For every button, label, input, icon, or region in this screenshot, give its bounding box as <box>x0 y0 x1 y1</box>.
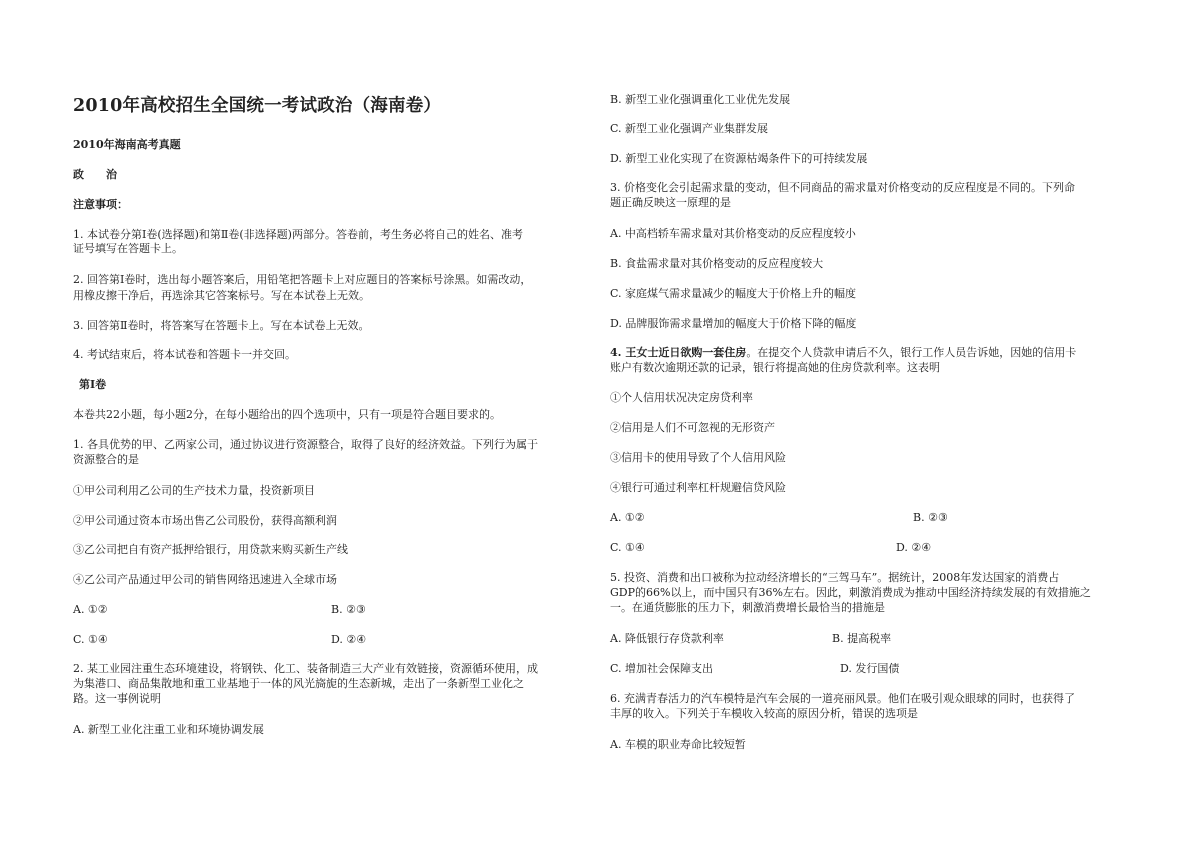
q1-option-d: D. ②④ <box>331 633 367 646</box>
notice-2-line-2: 用橡皮擦干净后，再选涂其它答案标号。写在本试卷上无效。 <box>73 289 370 302</box>
notice-1-line-2: 证号填写在答题卡上。 <box>73 242 183 255</box>
q2-stem-line-1: 2. 某工业园注重生态环境建设，将钢铁、化工、装备制造三大产业有效链接，资源循环使用，成 <box>73 662 538 675</box>
q3-stem-line-1: 3. 价格变化会引起需求量的变动，但不同商品的需求量对价格变动的反应程度是不同的。下列命 <box>610 181 1075 194</box>
page-title: 2010年高校招生全国统一考试政治（海南卷） <box>73 96 442 116</box>
q2-option-a: A. 新型工业化注重工业和环境协调发展 <box>73 723 264 736</box>
notice-4: 4. 考试结束后，将本试卷和答题卡一并交回。 <box>73 348 296 361</box>
q3-option-a: A. 中高档轿车需求量对其价格变动的反应程度较小 <box>610 227 856 240</box>
q1-statement-4: ④乙公司产品通过甲公司的销售网络迅速进入全球市场 <box>73 573 337 586</box>
notice-3: 3. 回答第Ⅱ卷时，将答案写在答题卡上。写在本试卷上无效。 <box>73 319 370 332</box>
q4-option-b: B. ②③ <box>913 511 948 524</box>
q1-statement-3: ③乙公司把自有资产抵押给银行，用贷款来购买新生产线 <box>73 543 348 556</box>
q3-stem-line-2: 题正确反映这一原理的是 <box>610 196 731 209</box>
q5-stem-line-2: GDP的66%以上，而中国只有36%左右。因此，刺激消费成为推动中国经济持续发展的有效措施之 <box>610 586 1091 599</box>
q6-stem-line-1: 6. 充满青春活力的汽车模特是汽车会展的一道亮丽风景。他们在吸引观众眼球的同时，也获得了 <box>610 692 1075 705</box>
subject-heading: 政 治 <box>73 168 117 181</box>
q3-option-d: D. 品牌服饰需求量增加的幅度大于价格下降的幅度 <box>610 317 857 330</box>
q6-option-a: A. 车模的职业寿命比较短暂 <box>610 738 746 751</box>
q5-option-d: D. 发行国债 <box>840 662 900 675</box>
q4-statement-2: ②信用是人们不可忽视的无形资产 <box>610 421 775 434</box>
q2-option-c: C. 新型工业化强调产业集群发展 <box>610 122 769 135</box>
q2-stem-line-3: 路。这一事例说明 <box>73 692 161 705</box>
notice-1-line-1: 1. 本试卷分第Ⅰ卷(选择题)和第Ⅱ卷(非选择题)两部分。答卷前，考生务必将自己的姓名、准考 <box>73 228 523 241</box>
part-1-heading: 第Ⅰ卷 <box>79 378 107 391</box>
q5-stem-line-3: 一。在通货膨胀的压力下，刺激消费增长最恰当的措施是 <box>610 601 885 614</box>
section-intro: 本卷共22小题，每小题2分，在每小题给出的四个选项中，只有一项是符合题目要求的。 <box>73 408 501 421</box>
q6-stem-line-2: 丰厚的收入。下列关于车模收入较高的原因分析，错误的选项是 <box>610 707 918 720</box>
q1-statement-1: ①甲公司利用乙公司的生产技术力量，投资新项目 <box>73 484 315 497</box>
q4-statement-4: ④银行可通过利率杠杆规避信贷风险 <box>610 481 786 494</box>
q5-stem-line-1: 5. 投资、消费和出口被称为拉动经济增长的“三驾马车”。据统计，2008年发达国家的消费占 <box>610 571 1060 584</box>
q5-option-b: B. 提高税率 <box>832 632 892 645</box>
q4-stem-emphasis: 4. 王女士近日欲购一套住房 <box>610 346 747 359</box>
notice-2-line-1: 2. 回答第Ⅰ卷时，选出每小题答案后，用铅笔把答题卡上对应题目的答案标号涂黑。如需改动， <box>73 273 532 286</box>
q4-option-c: C. ①④ <box>610 541 645 554</box>
q5-option-a: A. 降低银行存贷款利率 <box>610 632 724 645</box>
q2-option-b: B. 新型工业化强调重化工业优先发展 <box>610 93 791 106</box>
q5-option-c: C. 增加社会保障支出 <box>610 662 714 675</box>
q1-option-a: A. ①② <box>73 603 108 616</box>
q2-option-d: D. 新型工业化实现了在资源枯竭条件下的可持续发展 <box>610 152 868 165</box>
q4-stem-rest: 。在提交个人贷款申请后不久，银行工作人员告诉她，因她的信用卡 <box>746 346 1077 359</box>
q4-statement-3: ③信用卡的使用导致了个人信用风险 <box>610 451 786 464</box>
q4-stem-line-1 <box>610 346 1076 360</box>
q1-stem-line-2: 资源整合的是 <box>73 453 139 466</box>
q1-statement-2: ②甲公司通过资本市场出售乙公司股份，获得高额利润 <box>73 514 337 527</box>
q1-stem-line-1: 1. 各具优势的甲、乙两家公司，通过协议进行资源整合，取得了良好的经济效益。下列行为属于 <box>73 438 538 451</box>
notice-heading: 注意事项： <box>73 198 128 211</box>
q4-statement-1: ①个人信用状况决定房贷利率 <box>610 391 753 404</box>
q1-option-c: C. ①④ <box>73 633 108 646</box>
q4-option-d: D. ②④ <box>896 541 932 554</box>
q4-option-a: A. ①② <box>610 511 645 524</box>
q3-option-c: C. 家庭煤气需求量减少的幅度大于价格上升的幅度 <box>610 287 857 300</box>
q4-stem-line-2: 账户有数次逾期还款的记录，银行将提高她的住房贷款利率。这表明 <box>610 361 940 374</box>
q1-option-b: B. ②③ <box>331 603 366 616</box>
q2-stem-line-2: 为集港口、商品集散地和重工业基地于一体的风光旖旎的生态新城，走出了一条新型工业化之 <box>73 677 524 690</box>
q3-option-b: B. 食盐需求量对其价格变动的反应程度较大 <box>610 257 824 270</box>
subtitle: 2010年海南高考真题 <box>73 138 181 151</box>
